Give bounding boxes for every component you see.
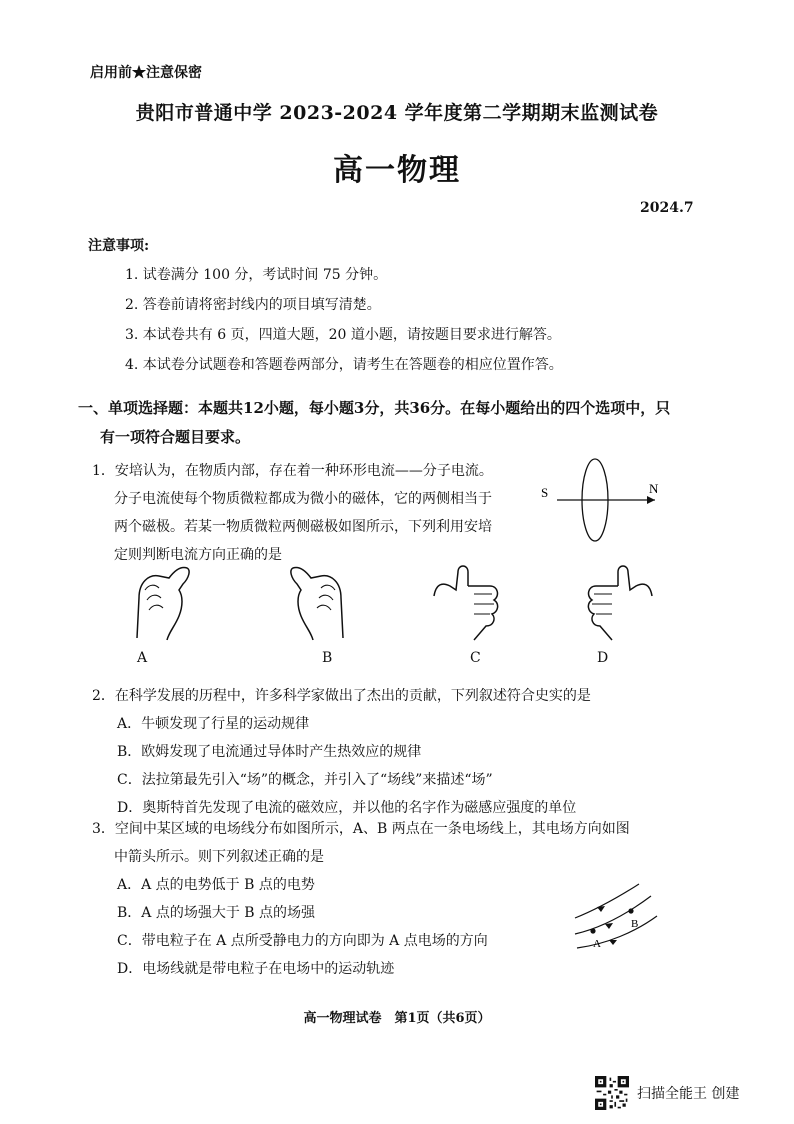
field-line (577, 916, 657, 948)
q3-option-a: A．A 点的电势低于 B 点的电势 (117, 877, 315, 893)
option-c-label: C (470, 650, 481, 666)
s-pole-label: S (541, 485, 549, 500)
question-2 (92, 682, 732, 822)
electric-field-lines-figure (565, 880, 665, 955)
exam-date: 2024.7 (640, 200, 694, 216)
notice-item: 2. 答卷前请将密封线内的项目填写清楚。 (125, 297, 381, 313)
question-2-stem: 2．在科学发展的历程中，许多科学家做出了杰出的贡献，下列叙述符合史实的是 (92, 688, 591, 704)
hand-options (0, 560, 794, 670)
notice-list (125, 265, 725, 385)
right-hand-icon (125, 560, 200, 645)
qr-code-icon (595, 1076, 629, 1110)
arrow-head (647, 496, 655, 504)
point-a-label: A (593, 938, 601, 950)
thumbs-up-left-hand-icon (428, 560, 508, 645)
q2-option-d: D．奥斯特首先发现了电流的磁效应，并以他的名字作为磁感应强度的单位 (117, 800, 577, 816)
left-hand-icon (280, 560, 355, 645)
q2-option-c: C．法拉第最先引入“场”的概念，并引入了“场线”来描述“场” (117, 772, 493, 788)
field-line (575, 896, 651, 934)
point-b (628, 908, 633, 913)
question-3-stem-line: 3．空间中某区域的电场线分布如图所示，A、B 两点在一条电场线上，其电场方向如图 (92, 821, 630, 837)
notice-heading: 注意事项: (88, 238, 150, 254)
section-heading-line: 有一项符合题目要求。 (100, 428, 251, 446)
stem-line: 定则判断电流方向正确的是 (114, 547, 282, 563)
q3-option-d: D．电场线就是带电粒子在电场中的运动轨迹 (117, 961, 395, 977)
section-heading-line: 一、单项选择题：本题共12小题，每小题3分，共36分。在每小题给出的四个选项中，只 (78, 399, 671, 417)
option-a-label: A (137, 650, 148, 666)
field-arrow (609, 940, 617, 945)
option-b-label: B (322, 650, 333, 666)
q3-option-b: B．A 点的场强大于 B 点的场强 (117, 905, 316, 921)
field-arrow (597, 906, 605, 912)
q2-option-a: A．牛顿发现了行星的运动规律 (117, 716, 310, 732)
stem-line: 两个磁极。若某一物质微粒两侧磁极如图所示，下列利用安培 (114, 519, 492, 535)
section-heading (78, 394, 718, 452)
point-b-label: B (631, 918, 639, 930)
thumbs-up-right-hand-icon (578, 560, 658, 645)
point-a (590, 928, 595, 933)
scanner-watermark-text: 扫描全能王 创建 (637, 1086, 740, 1102)
notice-item: 1. 试卷满分 100 分，考试时间 75 分钟。 (125, 267, 388, 283)
option-d-label: D (597, 650, 609, 666)
scanner-watermark (595, 1075, 739, 1111)
confidential-label: 启用前★注意保密 (90, 65, 202, 81)
field-arrow (605, 923, 613, 929)
stem-line: 1．安培认为，在物质内部，存在着一种环形电流——分子电流。 (92, 463, 493, 479)
question-3-stem-line: 中箭头所示。则下列叙述正确的是 (114, 849, 324, 865)
notice-item: 3. 本试卷共有 6 页，四道大题，20 道小题，请按题目要求进行解答。 (125, 327, 561, 343)
page-footer: 高一物理试卷 第1页（共6页） (303, 1011, 491, 1026)
question-1-stem (92, 457, 537, 569)
subject-title: 高一物理 (333, 153, 461, 188)
q3-option-c: C．带电粒子在 A 点所受静电力的方向即为 A 点电场的方向 (117, 933, 488, 949)
notice-item: 4. 本试卷分试题卷和答题卷两部分，请考生在答题卷的相应位置作答。 (125, 357, 563, 373)
n-pole-label: N (649, 481, 659, 496)
stem-line: 分子电流使每个物质微粒都成为微小的磁体，它的两侧相当于 (114, 491, 492, 507)
exam-title: 贵阳市普通中学 2023-2024 学年度第二学期期末监测试卷 (135, 102, 659, 124)
magnetic-poles-figure (535, 455, 675, 545)
q2-option-b: B．欧姆发现了电流通过导体时产生热效应的规律 (117, 744, 422, 760)
